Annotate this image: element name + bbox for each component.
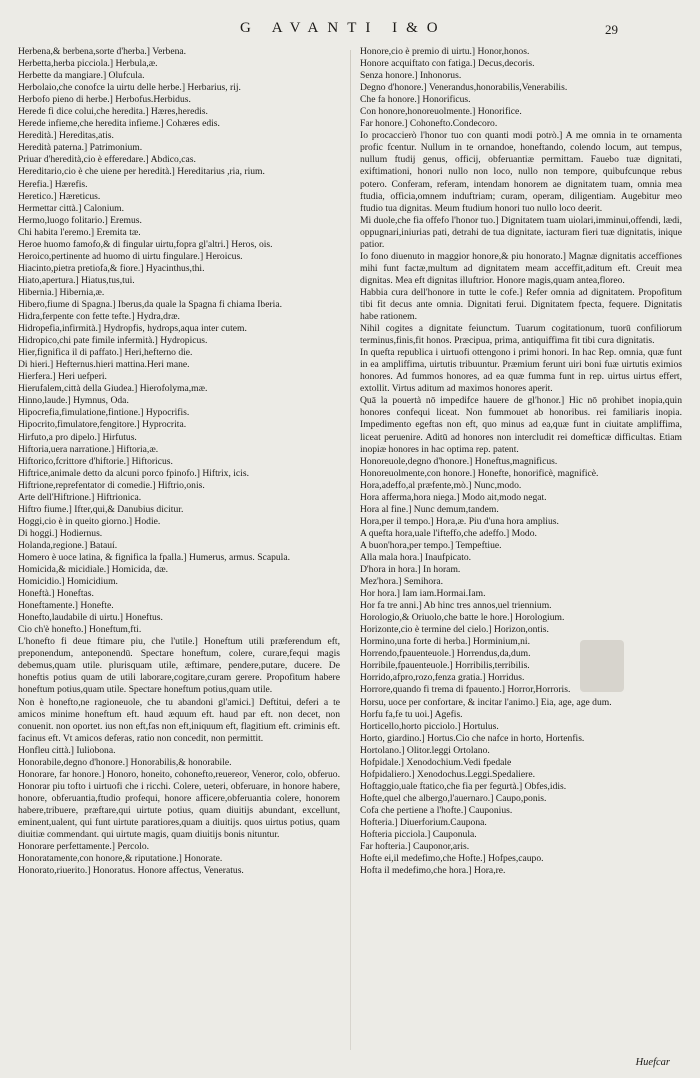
- dictionary-entry: Hofteria picciola.] Cauponula.: [360, 829, 477, 841]
- dictionary-entry: Chi habita l'eremo.] Eremita tæ.: [18, 226, 141, 238]
- dictionary-entry: Hormino,una forte di herba.] Horminium,ni.: [360, 636, 530, 648]
- catchword: Huefcar: [635, 1057, 670, 1068]
- dictionary-entry: Hinno,laude.] Hymnus, Oda.: [18, 395, 129, 407]
- dictionary-entry: Hipocrito,fimulatore,fengitore.] Hyprocrita.: [18, 419, 187, 431]
- dictionary-entry: Herefia.] Hærefis.: [18, 178, 88, 190]
- dictionary-entry: Hermo,luogo folitario.] Eremus.: [18, 214, 142, 226]
- dictionary-entry: Hofte,quel che albergo,l'auernaro.] Caupo,ponis.: [360, 792, 547, 804]
- dictionary-entry: Honorare perfettamente.] Percolo.: [18, 841, 150, 853]
- dictionary-entry: Honorare, far honore.] Honoro, honeito, cohonefto,reuereor, Veneror, colo, obferuo. Honorar piu tofto i uirtuofi che i ricchi. Colere, ueteri, obferuare, in honore habere, honore, obferuantia,ftudio profequi, honore afficere,obferuantia colere, honorem habere,tribuere, præftare,qui uirtute potius, quam diuitijs abundant, excellunt, eminent,ualent, qui funt uirtute paratiores,quam a diuitijs. quos uirtus potius, quam diuitiæ commendant. qui uirtute magis, quam diuitijs bonis nituntur.: [18, 768, 340, 841]
- dictionary-entry: Heredità.] Hereditas,atis.: [18, 130, 114, 142]
- dictionary-entry: Honorabile,degno d'honore.] Honorabilis,& honorabile.: [18, 756, 232, 768]
- dictionary-entry: Herede infieme,che heredita infieme.] Cohæres edis.: [18, 118, 220, 130]
- right-column: [360, 46, 682, 1054]
- dictionary-entry: Hiftro fiume.] Ifter,qui,& Danubius dicitur.: [18, 503, 184, 515]
- dictionary-entry: Far hofteria.] Cauponor,aris.: [360, 841, 470, 853]
- dictionary-entry: Di hieri.] Hefternus.hieri mattina.Heri mane.: [18, 359, 190, 371]
- page-number: 29: [605, 22, 618, 37]
- dictionary-entry: Hierufalem,città della Giudea.] Hierofolyma,mæ.: [18, 383, 208, 395]
- dictionary-entry: Mez'hora.] Semihora.: [360, 576, 443, 588]
- dictionary-entry: Nihil cogites a dignitate feiunctum. Tuarum cogitationum, tuorū confiliorum terminus,finis,fit honos. Præcipua, prima, antiquiffima fit tibi cura dignitatis.: [360, 323, 682, 347]
- dictionary-entry: Honorato,riuerito.] Honoratus. Honore affectus, Veneratus.: [18, 865, 244, 877]
- dictionary-entry: Di hoggi.] Hodiernus.: [18, 527, 103, 539]
- dictionary-entry: Herbette da mangiare.] Olufcula.: [18, 70, 145, 82]
- dictionary-entry: Arte dell'Hiftrione.] Hiftrionica.: [18, 491, 142, 503]
- dictionary-entry: Con honore,honoreuolmente.] Honorifice.: [360, 106, 522, 118]
- dictionary-entry: Honore acquiftato con fatiga.] Decus,decoris.: [360, 58, 535, 70]
- dictionary-entry: Homicida,& micidiale.] Homicida, dæ.: [18, 564, 169, 576]
- dictionary-entry: Horizonte,cio è termine del cielo.] Horizon,ontis.: [360, 624, 549, 636]
- dictionary-entry: Hierfera.] Heri uefperi.: [18, 371, 107, 383]
- running-head-title: G AVANTI I&O: [240, 20, 447, 36]
- text-columns: [18, 46, 682, 1054]
- dictionary-entry: Horticello,horto picciolo.] Hortulus.: [360, 720, 499, 732]
- dictionary-entry: Hidropico,chi pate fimile infermità.] Hydropicus.: [18, 335, 208, 347]
- dictionary-entry: Homicidio.] Homicidium.: [18, 576, 118, 588]
- dictionary-entry: Priuar d'heredità,cio è efferedare.] Abdico,cas.: [18, 154, 196, 166]
- dictionary-entry: Hor hora.] Iam iam.Hormai.Iam.: [360, 588, 486, 600]
- dictionary-entry: Honeftà.] Honeftas.: [18, 588, 94, 600]
- dictionary-entry: Hiftorico,fcrittore d'hiftorie.] Hiftoricus.: [18, 455, 173, 467]
- dictionary-entry: L'honefto fi deue ftimare piu, che l'utile.] Honeftum utili præferendum eft, preponendum, anteponendū. Spectare honeftum, colere, curare,fequi magis debemus,quam utile. plurisquam utile, æftimare, pendere,putare, ducere. De honeftis potius quam de utili laborare,cogitare,curam gerere. Propofitum habere honeftum potius,quam utile. Spectare honeftum potius,quam utile.: [18, 636, 340, 696]
- dictionary-entry: Hortolano.] Olitor.leggi Ortolano.: [360, 744, 490, 756]
- dictionary-entry: Hiftoria,uera narratione.] Hiftoria,æ.: [18, 443, 159, 455]
- dictionary-entry: Hofpidaliero.] Xenodochus.Leggi.Spedaliere.: [360, 768, 536, 780]
- dictionary-entry: Herbofo pieno di herbe.] Herbofus.Herbidus.: [18, 94, 191, 106]
- left-column: [18, 46, 340, 1054]
- dictionary-entry: Hora al fine.] Nunc demum,tandem.: [360, 503, 499, 515]
- dictionary-entry: Habbia cura dell'honore in tutte le cofe.] Refer omnia ad dignitatem. Propofitum tibi fit decus ante omnia. Dignitati ferui. Dignitatem fpecta, fequere. Dignitatis habe rationem.: [360, 286, 682, 323]
- dictionary-entry: Horrore,quando fi trema di fpauento.] Horror,Horroris.: [360, 684, 571, 696]
- dictionary-entry: Horrido,afpro,rozo,fenza gratia.] Horridus.: [360, 672, 525, 684]
- dictionary-entry: Hirfuto,a pro dipelo.] Hirfutus.: [18, 431, 137, 443]
- dictionary-entry: In quefta republica i uirtuofi ottengono i primi honori. In hac Rep. omnia, quæ funt in ea ampliffima, uirtutis tribuuntur. Præmium ferunt uiri boni fuæ uirtutis eximios honores. Ad fummos honores, ad ea quæ fumma funt in rep. uirtus uirtus effert, extollit. Virtus aditum ad maximos honores aperit.: [360, 347, 682, 395]
- dictionary-entry: Non è honefto,ne ragioneuole, che tu abandoni gl'amici.] Deftitui, deferi a te amicos minime honeftum eft. haud æquum eft. haud par eft. non decet, non conuenit. non oportet. ius non eft,fas non eft,iniquum eft, flagitium eft. criminis eft. facinus eft. Vt amicos deferas, ratio non concedit, non permittit.: [18, 696, 340, 744]
- dictionary-entry: Hora,per il tempo.] Hora,æ. Piu d'una hora amplius.: [360, 515, 559, 527]
- dictionary-entry: Herede fi dice colui,che heredita.] Hæres,heredis.: [18, 106, 208, 118]
- dictionary-entry: Horfu fa,fe tu uoi.] Agefis.: [360, 708, 463, 720]
- dictionary-entry: Herbolaio,che conofce la uirtu delle herbe.] Herbarius, rij.: [18, 82, 241, 94]
- dictionary-entry: Horsu, uoce per confortare, & incitar l'animo.] Eia, age, age dum.: [360, 696, 612, 708]
- dictionary-entry: Heredità paterna.] Patrimonium.: [18, 142, 143, 154]
- dictionary-entry: Hidropefia,infirmità.] Hydropfis, hydrops,aqua inter cutem.: [18, 323, 247, 335]
- dictionary-entry: Homero è uoce latina, & fignifica la fpalla.] Humerus, armus. Scapula.: [18, 551, 290, 563]
- dictionary-entry: Honoreuole,degno d'honore.] Honeftus,magnificus.: [360, 455, 558, 467]
- dictionary-entry: Hofta il medefimo,che hora.] Hora,re.: [360, 865, 506, 877]
- dictionary-entry: Alla mala hora.] Inaufpicato.: [360, 551, 472, 563]
- dictionary-entry: Heroico,pertinente ad huomo di uirtu fingulare.] Heroicus.: [18, 250, 243, 262]
- dictionary-entry: Cofa che pertiene a l'hofte.] Cauponius.: [360, 804, 513, 816]
- dictionary-entry: Hiftrione,reprefentator di comedie.] Hiftrio,onis.: [18, 479, 205, 491]
- dictionary-entry: Quā la pouertà nō impedifce hauere de gl'honor.] Hic nō prohibet inopia,quin honores confequi liceat. Non fummouet ab honoribus. rei familiaris inopia. Impedimento egeftas non eft, quo minus ad ea,quæ funt in ciuitate ampliffima, liceat peruenire. Aditū ad honores non intercludit rei domefticæ difficultas. Etiam inopiæ honores in hac optima rep. patent.: [360, 395, 682, 455]
- dictionary-entry: Mi duole,che fia offefo l'honor tuo.] Dignitatem tuam uiolari,imminui,offendi, lædi, oppugnari,iniurias pati, detrahi de tua dignitate, iacturam fieri tuæ dignitatis, inique patior.: [360, 214, 682, 250]
- running-head: [0, 20, 700, 42]
- dictionary-entry: D'hora in hora.] In horam.: [360, 564, 461, 576]
- dictionary-entry: Hora afferma,hora niega.] Modo ait,modo negat.: [360, 491, 547, 503]
- dictionary-entry: A buon'hora,per tempo.] Tempeftiue.: [360, 539, 502, 551]
- dictionary-entry: Holanda,regione.] Batauí.: [18, 539, 118, 551]
- dictionary-entry: Honore,cio è premio di uirtu.] Honor,honos.: [360, 46, 530, 57]
- dictionary-entry: Io fono diuenuto in maggior honore,& piu honorato.] Magnæ dignitatis acceffiones mihi funt factæ,multum ad dignitatem meam acceffit,aditum eft. Creuit mea dignitas. Mea eft dignitas illuftrior. Honore magis,quam antea,floreo.: [360, 250, 682, 286]
- dictionary-entry: Hibernia.] Hibernia,æ.: [18, 286, 105, 298]
- dictionary-entry: Hoggi,cio è in queito giorno.] Hodie.: [18, 515, 161, 527]
- dictionary-entry: Hier,fignifica il di paffato.] Heri,hefterno die.: [18, 347, 193, 359]
- dictionary-entry: Hidra,ferpente con fette tefte.] Hydra,dræ.: [18, 311, 180, 323]
- dictionary-entry: Hiato,apertura.] Hiatus,tus,tui.: [18, 274, 135, 286]
- dictionary-entry: Honoratamente,con honore,& riputatione.] Honorate.: [18, 853, 223, 865]
- dictionary-entry: Honoreuolmente,con honore.] Honefte, honorificè, magnificè.: [360, 467, 599, 479]
- dictionary-entry: Hereditario,cio è che uiene per heredità.] Hereditarius ,ria, rium.: [18, 166, 265, 178]
- dictionary-entry: Io procaccierò l'honor tuo con quanti modi potrò.] A me omnia in te ornamenta profic fcentur. Nullum in te ornandoe, honeftando, colendo locum, aut tempus, nullum ftudij genus, officij, obferuantiæ permittam. Fauebo tuæ dignitati, exiftimationi, honori nullo non loco, nullo non tempore, quibufcunque rebus potero. Conferam, referam, intendam honorem ae dignitatem tuam, omnia mea ftudia, officia,omnem induftriam; curam, operam, diligentiam. Augebitur meo ftudio tua dignitas. Meum ftudium honori tuo nullo loco deerit.: [360, 130, 682, 214]
- dictionary-entry: Cio ch'è honefto.] Honeftum,fti.: [18, 624, 142, 636]
- dictionary-entry: Hipocrefia,fimulatione,fintione.] Hypocrifis.: [18, 407, 190, 419]
- dictionary-entry: Hora,adeffo,al præfente,mò.] Nunc,modo.: [360, 479, 522, 491]
- dictionary-entry: Honfleu città.] Iuliobona.: [18, 744, 116, 756]
- dictionary-entry: Hermettar città.] Calonium.: [18, 202, 125, 214]
- dictionary-entry: Degno d'honore.] Venerandus,honorabilis,Venerabilis.: [360, 82, 568, 94]
- dictionary-entry: Hofteria.] Diuerforium.Caupona.: [360, 817, 487, 828]
- dictionary-entry: Hoftaggio,uale ftatico,che fia per fegurtà.] Obfes,idis.: [360, 780, 567, 792]
- dictionary-entry: Hofpidale.] Xenodochium.Vedi fpedale: [360, 756, 512, 768]
- dictionary-entry: Horribile,fpauenteuole.] Horribilis,terribilis.: [360, 660, 530, 672]
- dictionary-entry: Herbetta,herba picciola.] Herbula,æ.: [18, 58, 158, 70]
- dictionary-entry: Hiacinto,pietra pretiofa,& fiore.] Hyacinthus,thi.: [18, 262, 205, 274]
- dictionary-entry: Herbena,& berbena,sorte d'herba.] Verbena.: [18, 46, 187, 57]
- dictionary-entry: Senza honore.] Inhonorus.: [360, 70, 462, 82]
- dictionary-entry: Hofte ei,il medefimo,che Hofte.] Hofpes,caupo.: [360, 853, 544, 865]
- dictionary-entry: Horto, giardino.] Hortus.Cio che nafce in horto, Hortenfis.: [360, 732, 585, 744]
- dictionary-entry: A quefta hora,uale l'ifteffo,che adeffo.] Modo.: [360, 527, 537, 539]
- dictionary-entry: Hibero,fiume di Spagna.] Iberus,da quale la Spagna fi chiama Iberia.: [18, 298, 282, 310]
- dictionary-entry: Heretico.] Hæreticus.: [18, 190, 101, 202]
- dictionary-entry: Hiftrice,animale detto da alcuni porco fpinofo.] Hiftrix, icis.: [18, 467, 249, 479]
- dictionary-entry: Honefto,laudabile di uirtu.] Honeftus.: [18, 612, 163, 624]
- dictionary-entry: Hor fa tre anni.] Ab hinc tres annos,uel triennium.: [360, 600, 552, 612]
- dictionary-entry: Horologio,& Oriuolo,che batte le hore.] Horologium.: [360, 612, 565, 624]
- dictionary-entry: Che fa honore.] Honorificus.: [360, 94, 471, 106]
- dictionary-entry: Horrendo,fpauenteuole.] Horrendus,da,dum.: [360, 648, 531, 660]
- dictionary-entry: Heroe huomo famofo,& di fingular uirtu,fopra gl'altri.] Heros, ois.: [18, 238, 273, 250]
- dictionary-entry: Honeftamente.] Honefte.: [18, 600, 114, 612]
- dictionary-entry: Far honore.] Cohonefto.Condecoro.: [360, 118, 498, 130]
